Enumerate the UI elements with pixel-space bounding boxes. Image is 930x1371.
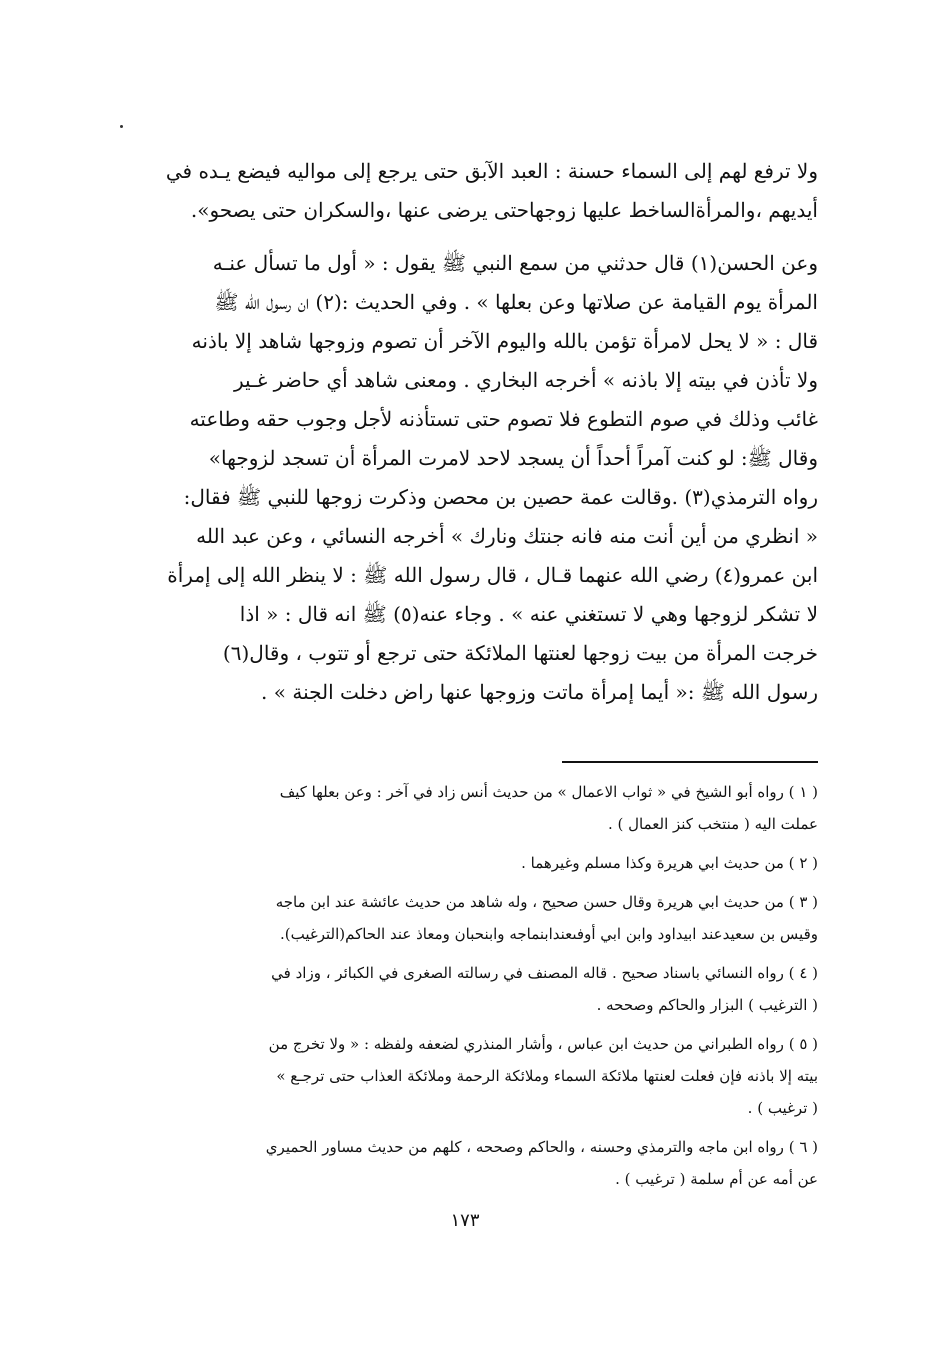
footnote: [118, 886, 818, 950]
footnote-line: ( ٦ ) رواه ابن ماجه والترمذي وحسنه ، والحاكم وصححه ، كلهم من حديث مساور الحميري: [265, 1138, 818, 1156]
text-line: المرأة يوم القيامة عن صلاتها وعن بعلها » . وفي الحديث :(٢) ان رسول الله ﷺ: [214, 290, 818, 314]
footnote-divider: [562, 761, 818, 763]
footnote-line: ( ٣ ) من حديث ابي هريرة وقال حسن صحيح ، وله شاهد من حديث عائشة عند ابن ماجه: [275, 893, 818, 911]
text-line: لا تشكر لزوجها وهي لا تستغني عنه » . وجاء عنه(٥) ﷺ انه قال : « اذا: [239, 602, 818, 626]
text-line: وعن الحسن(١) قال حدثني من سمع النبي ﷺ يقول : « أول ما تسأل عنـه: [212, 251, 818, 275]
footnote: [118, 1131, 818, 1195]
footnote-line: عن أمه عن أم سلمة ( ترغيب ) .: [615, 1170, 818, 1188]
text-line: رسول الله ﷺ :« أيما إمرأة ماتت وزوجها عنها راض دخلت الجنة » .: [261, 680, 818, 704]
text-line: وقال ﷺ: لو كنت آمراً أحداً أن يسجد لاحد لامرت المرأة أن تسجد لزوجها»: [208, 446, 818, 470]
text-line: ابن عمرو(٤) رضي الله عنهما قـال ، قال رسول الله ﷺ : لا ينظر الله إلى إمرأة: [167, 563, 818, 587]
page-number: ١٧٣: [450, 1210, 480, 1231]
footnote: [118, 957, 818, 1021]
footnote-line: ( ٢ ) من حديث ابي هريرة وكذا مسلم وغيرهما .: [521, 854, 818, 872]
footnotes: [118, 776, 818, 1202]
footnote-line: ( ترغيب ) .: [747, 1099, 818, 1117]
footnote: [118, 776, 818, 840]
text-line: ولا تأذن في بيته إلا باذنه » أخرجه البخاري . ومعنى شاهد أي حاضر غـير: [233, 368, 818, 392]
footnote-line: ( ٤ ) رواه النسائي باسناد صحيح . قاله المصنف في رسالته الصغرى في الكبائر ، وزاد في: [271, 964, 818, 982]
text-line: خرجت المرأة من بيت زوجها لعنتها الملائكة حتى ترجع أو تتوب ، وقال(٦): [222, 641, 818, 665]
footnote: [118, 847, 818, 879]
text-line: قال : « لا يحل لامرأة تؤمن بالله واليوم الآخر أن تصوم وزوجها شاهد إلا باذنه: [191, 329, 818, 353]
footnote: [118, 1028, 818, 1124]
text-line: أيديهم ،والمرأةالساخط عليها زوجهاحتى يرضى عنها ،والسكران حتى يصحو».: [190, 198, 818, 222]
footnote-line: ( ١ ) رواه أبو الشيخ في « ثواب الاعمال » من حديث أنس زاد في آخر : وعن بعلها كيف: [279, 783, 818, 801]
footnote-line: ( ٥ ) رواه الطبراني من حديث ابن عباس ، وأشار المنذري لضعفه ولفظه : « ولا تخرج من: [268, 1035, 818, 1053]
text-line: غائب وذلك في صوم التطوع فلا تصوم حتى تستأذنه لأجل وجوب حقه وطاعته: [189, 407, 818, 431]
main-text: [118, 152, 818, 712]
text-line: ولا ترفع لهم إلى السماء حسنة : العبد الآبق حتى يرجع إلى مواليه فيضع يـده في: [165, 159, 818, 183]
text-line: رواه الترمذي(٣) .وقالت عمة حصين بن محصن وذكرت زوجها للنبي ﷺ فقال:: [183, 485, 818, 509]
footnote-line: ( الترغيب ) البزار والحاكم وصححه .: [596, 996, 818, 1014]
footnote-line: وقيس بن سعيدعند ابيداود وابن ابي أوفىعندابنماجه وابنحبان ومعاذ عند الحاكم(الترغيب).: [280, 925, 818, 943]
text-line: « انظري من أين أنت منه فانه جنتك ونارك » أخرجه النسائي ، وعن عبد الله: [196, 524, 818, 548]
footnote-line: عملت اليه ( منتخب كنز العمال ) .: [607, 815, 818, 833]
footnote-line: بيته إلا باذنه فإن فعلت لعنتها ملائكة السماء وملائكة الرحمة وملائكة العذاب حتى ترجـع »: [276, 1067, 818, 1085]
stray-mark: [120, 125, 123, 128]
